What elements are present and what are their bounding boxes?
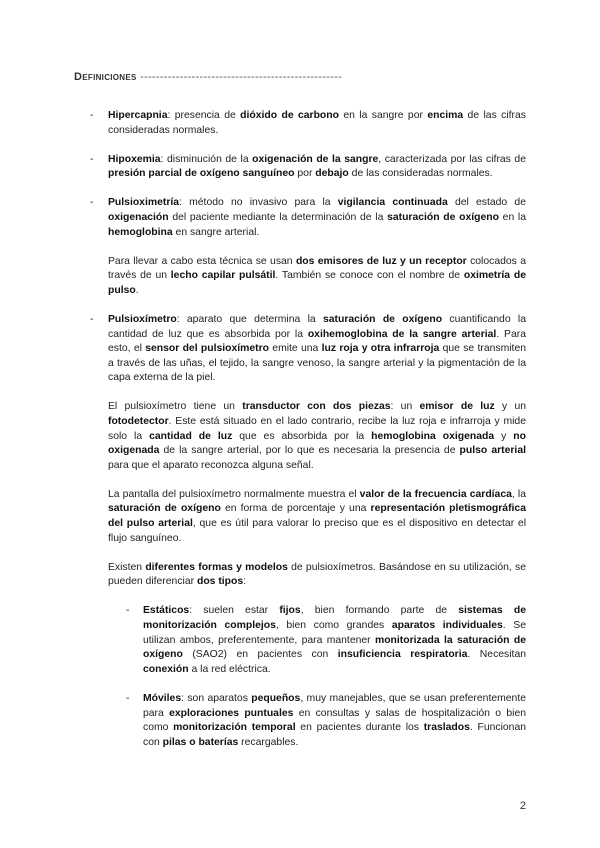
- section-rule: ---------------------------------------------------: [140, 71, 343, 83]
- text: , muy manejables, que se usan preferentemente para: [143, 692, 526, 719]
- text: : presencia de: [167, 110, 241, 121]
- text: La pantalla del pulsioxímetro normalmente muestra el: [108, 488, 360, 500]
- bold-text: exploraciones puntuales: [169, 707, 294, 719]
- text: que es absorbida por la: [232, 430, 372, 442]
- bullet-dash: -: [90, 153, 94, 165]
- bold-text: oximetría de pulso: [108, 270, 526, 296]
- term: Pulsioxímetro: [108, 313, 177, 325]
- text: de la sangre arterial, por lo que es necesaria la presencia de: [159, 445, 460, 457]
- text: , que es útil para valorar lo preciso que es el dispositivo en detectar el flujo sanguíneo.: [108, 518, 527, 544]
- text: Para llevar a cabo esta técnica se usan: [108, 255, 296, 267]
- bullet-dash: -: [90, 197, 94, 209]
- bold-text: pilas o baterías: [162, 736, 239, 748]
- document-body: [90, 109, 526, 750]
- text: Existen: [108, 561, 146, 573]
- text: : método no invasivo para la: [179, 197, 338, 209]
- text: : disminución de la: [160, 153, 253, 165]
- bold-text: transductor con dos piezas: [242, 401, 391, 413]
- term: Pulsioximetría: [108, 197, 180, 209]
- text: y un: [494, 401, 527, 413]
- text: en consultas y salas de hospitalización o bien como: [143, 707, 527, 734]
- text: .: [135, 284, 139, 296]
- text: : aparato que determina la: [176, 313, 323, 325]
- bold-text: monitorización temporal: [173, 722, 296, 734]
- bold-text: no oxigenada: [108, 430, 526, 457]
- text: del estado de: [447, 197, 526, 209]
- text: . Funcionan con: [143, 722, 527, 748]
- bold-text: oxigenación: [108, 211, 169, 223]
- text: . Para esto, el: [108, 328, 526, 355]
- text: : suelen estar: [189, 605, 280, 617]
- text: en la: [498, 211, 526, 223]
- definition-pulsioximetro: [90, 313, 526, 386]
- bold-text: hemoglobina: [108, 226, 173, 238]
- text: para que el aparato reconozca alguna señal.: [108, 459, 314, 471]
- text: , caracterizada por las cifras de: [378, 153, 526, 165]
- text: que se transmiten a través de las uñas, el tejido, la sangre venoso, la sangre arterial y la pigmentación de la capa externa de la piel.: [108, 343, 527, 384]
- bold-text: cantidad de luz: [149, 430, 233, 442]
- bold-text: pequeños: [251, 692, 301, 704]
- text: . Necesitan: [467, 649, 526, 661]
- pulsioximetro-paragraph-3: [90, 488, 526, 546]
- section-heading: [74, 71, 534, 83]
- pulsioximetro-paragraph-4: [90, 561, 526, 590]
- bold-text: conexión: [143, 663, 189, 675]
- text: , bien como grandes: [275, 620, 392, 632]
- text: :: [243, 576, 247, 588]
- bold-text: dos emisores de luz y un receptor: [295, 255, 467, 267]
- text: en pacientes durante los: [295, 722, 424, 734]
- bold-text: insuficiencia respiratoria: [337, 649, 468, 661]
- text: . También se conoce con el nombre de: [275, 270, 464, 282]
- bold-text: representación pletismográfica del pulso arterial: [108, 503, 526, 530]
- term: Hipercapnia: [108, 110, 168, 121]
- definition-hipercapnia: [90, 109, 526, 138]
- bold-text: sensor del pulsioxímetro: [145, 343, 269, 355]
- bold-text: oxigenación de la sangre: [252, 153, 379, 165]
- bold-text: oxihemoglobina de la sangre arterial: [307, 328, 497, 340]
- definition-hipoxemia: [90, 153, 526, 182]
- bold-text: sistemas de monitorización complejos: [143, 605, 526, 632]
- section-title: Definiciones: [74, 71, 137, 83]
- text: de pulsioxímetros. Basándose en su utilización, se pueden diferenciar: [108, 561, 527, 588]
- bold-text: diferentes formas y modelos: [145, 561, 288, 573]
- text: a la red eléctrica.: [188, 663, 271, 675]
- bold-text: debajo: [315, 168, 349, 180]
- term: Estáticos: [143, 605, 190, 617]
- pulsioximetro-paragraph-2: [90, 400, 526, 473]
- bold-text: vigilancia continuada: [337, 197, 448, 209]
- pulsioximetria-paragraph-2: [90, 255, 526, 299]
- bold-text: presión parcial de oxígeno sanguíneo: [108, 168, 295, 180]
- text: y: [494, 430, 514, 442]
- type-estaticos: [90, 604, 526, 677]
- bold-text: encima: [427, 110, 464, 121]
- text: colocados a través de un: [108, 255, 526, 282]
- bold-text: hemoglobina oxigenada: [371, 430, 495, 442]
- text: . Este está situado en el lado contrario, recibe la luz roja e infrarroja y mide solo la: [108, 416, 526, 442]
- text: , bien formando parte de: [300, 605, 459, 617]
- bold-text: saturación de oxígeno: [387, 211, 499, 223]
- bold-text: fotodetector: [108, 416, 169, 427]
- text: en sangre arterial.: [172, 226, 260, 238]
- bold-text: luz roja y otra infrarroja: [321, 343, 440, 355]
- bold-text: pulso arterial: [459, 445, 526, 457]
- text: : un: [390, 401, 420, 413]
- bold-text: aparatos individuales: [391, 620, 503, 632]
- text: de las cifras consideradas normales.: [108, 110, 526, 136]
- text: en la sangre por: [338, 110, 428, 121]
- type-moviles: [90, 692, 526, 750]
- bold-text: lecho capilar pulsátil: [170, 270, 276, 282]
- definition-pulsioximetria: [90, 196, 526, 240]
- bold-text: traslados: [423, 722, 470, 734]
- text: (SAO2) en pacientes con: [182, 649, 338, 661]
- text: . Se utilizan ambos, preferentemente, para mantener: [143, 620, 526, 646]
- bold-text: dióxido de carbono: [240, 110, 339, 121]
- bold-text: saturación de oxígeno: [322, 313, 443, 325]
- bullet-dash: -: [90, 313, 94, 325]
- bold-text: valor de la frecuencia cardíaca: [359, 488, 512, 500]
- text: : son aparatos: [181, 692, 252, 704]
- text: , la: [511, 488, 526, 500]
- text: recargables.: [238, 736, 299, 748]
- text: por: [294, 168, 316, 180]
- text: en forma de porcentaje y una: [220, 503, 371, 515]
- bullet-dash: -: [126, 692, 130, 704]
- text: de las consideradas normales.: [348, 168, 493, 180]
- bold-text: dos tipos: [196, 576, 244, 588]
- text: del paciente mediante la determinación de la: [168, 211, 388, 223]
- bold-text: saturación de oxígeno: [108, 503, 221, 515]
- bold-text: emisor de luz: [419, 401, 495, 413]
- bullet-dash: -: [90, 110, 94, 121]
- bold-text: fijos: [279, 605, 301, 617]
- page-number: 2: [519, 800, 526, 812]
- text: El pulsioxímetro tiene un: [108, 401, 243, 413]
- text: emite una: [269, 343, 322, 355]
- bold-text: monitorizada la saturación de oxígeno: [143, 634, 526, 661]
- term: Móviles: [143, 692, 182, 704]
- text: cuantificando la cantidad de luz que es absorbida por la: [108, 313, 526, 340]
- term: Hipoxemia: [108, 153, 161, 165]
- bullet-dash: -: [126, 605, 130, 617]
